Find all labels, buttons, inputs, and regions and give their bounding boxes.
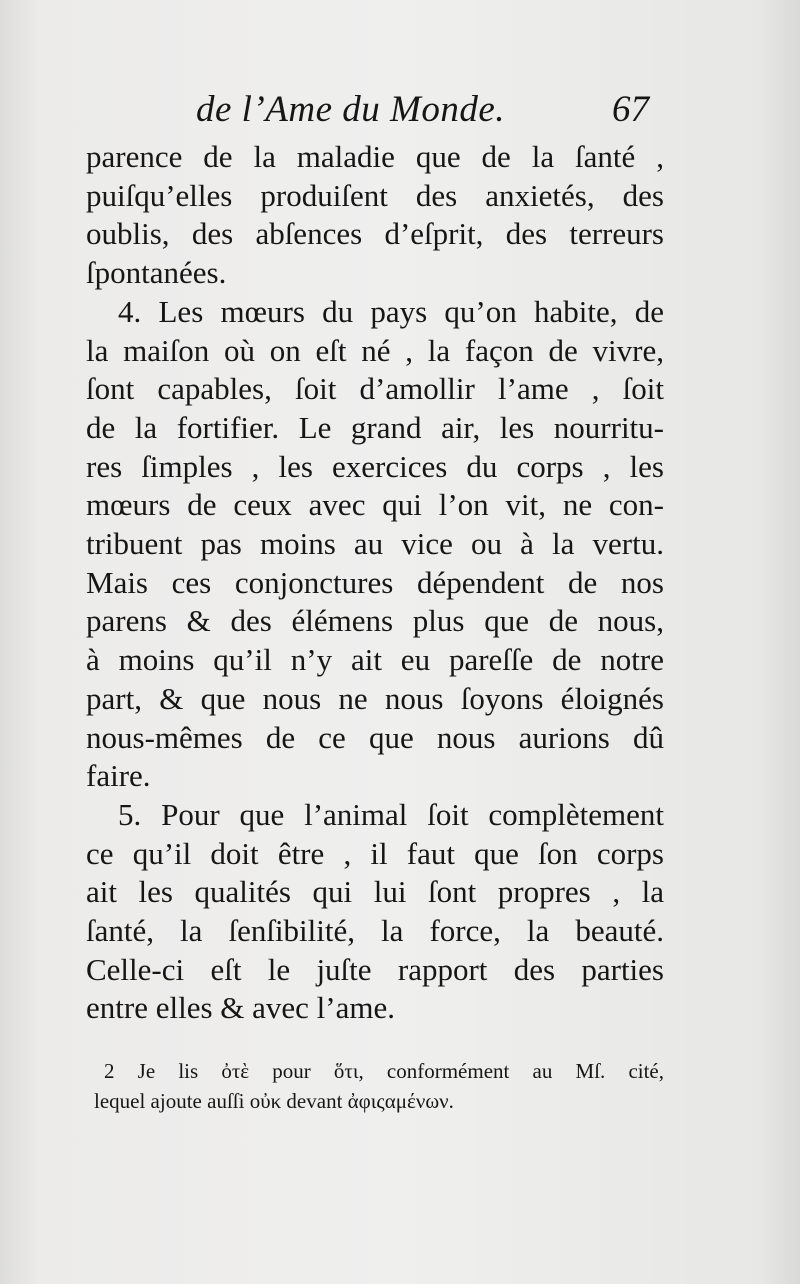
footnote (94, 1056, 664, 1116)
text-line: Celle-ci eſt le juſte rapport des parties (86, 951, 664, 987)
text-line: ce qu’il doit être , il faut que ſon corps (86, 835, 664, 871)
text-line: res ſimples , les exercices du corps , les (86, 448, 664, 484)
text-line: ſanté, la ſenſibilité, la force, la beauté. (86, 913, 664, 949)
text-line: part, & que nous ne nous ſoyons éloignés (86, 680, 664, 716)
text-line: oublis, des abſences d’eſprit, des terreurs (86, 216, 664, 252)
text-line: 5. Pour que l’animal ſoit complètement (118, 796, 664, 832)
text-line: Mais ces conjonctures dépendent de nos (86, 564, 664, 600)
body-text (86, 138, 664, 1028)
footnote-line: 2 Je lis ὀτὲ pour ὅτι, conformément au Mſ. cité, (104, 1059, 664, 1083)
text-line: faire. (86, 758, 151, 794)
text-line: entre elles & avec l’ame. (86, 990, 395, 1026)
text-line: parence de la maladie que de la ſanté , (86, 139, 664, 174)
text-line: de la fortifier. Le grand air, les nourritu- (86, 409, 664, 445)
text-line: ſpontanées. (86, 255, 227, 291)
text-line: nous-mêmes de ce que nous aurions dû (86, 719, 664, 755)
footnote-line: lequel ajoute auſſi οὐκ devant ἀφιςαμένων. (94, 1089, 454, 1113)
page-number: 67 (612, 89, 649, 130)
text-line: ait les qualités qui lui ſont propres , la (86, 874, 664, 910)
text-line: 4. Les mœurs du pays qu’on habite, de (118, 293, 664, 329)
page-header (0, 88, 800, 138)
text-line: ſont capables, ſoit d’amollir l’ame , ſoit (86, 371, 664, 407)
text-line: la maiſon où on eſt né , la façon de vivre, (86, 332, 664, 368)
text-line: tribuent pas moins au vice ou à la vertu. (86, 526, 664, 562)
running-title: de l’Ame du Monde. (196, 89, 506, 130)
text-line: puiſqu’elles produiſent des anxietés, des (86, 177, 664, 213)
text-line: mœurs de ceux avec qui l’on vit, ne con- (86, 487, 664, 523)
text-line: parens & des élémens plus que de nous, (86, 603, 664, 639)
text-line: à moins qu’il n’y ait eu pareſſe de notre (86, 642, 664, 678)
